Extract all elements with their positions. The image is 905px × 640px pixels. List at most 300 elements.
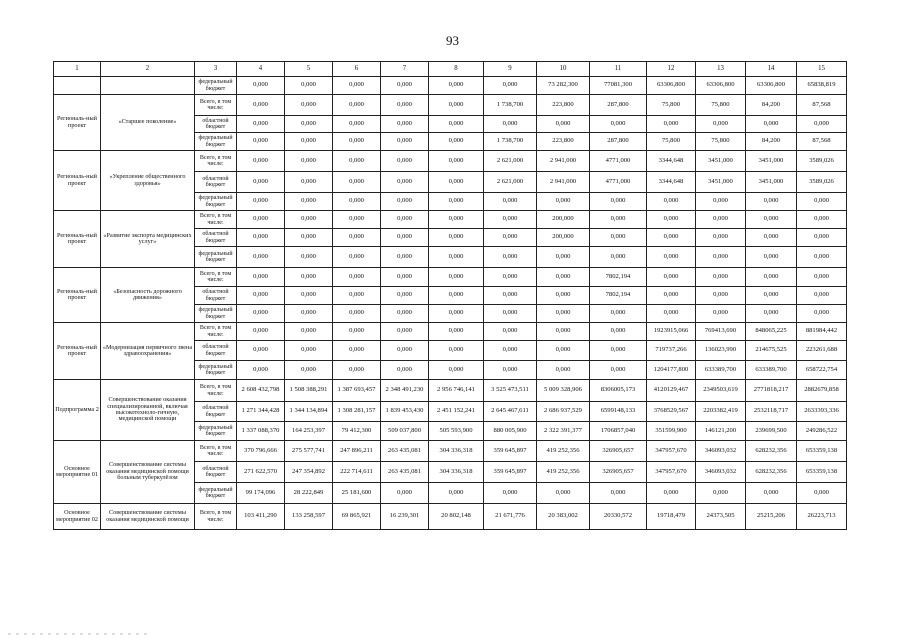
value-cell: 347957,670 (647, 462, 696, 483)
value-cell: 0,000 (647, 229, 696, 247)
value-cell: 3589,026 (797, 151, 847, 172)
value-cell: 0,000 (647, 287, 696, 305)
value-cell: 2 322 391,377 (537, 422, 590, 441)
column-header: 6 (333, 62, 381, 77)
value-cell: 0,000 (237, 305, 285, 323)
value-cell: 0,000 (429, 361, 484, 380)
value-cell: 3344,648 (647, 151, 696, 172)
value-cell: 1 387 693,457 (333, 380, 381, 402)
value-cell: 0,000 (537, 305, 590, 323)
value-cell: 0,000 (746, 483, 797, 504)
value-cell: 6599148,133 (590, 402, 647, 422)
table-row (54, 504, 847, 530)
column-header: 15 (797, 62, 847, 77)
value-cell: 0,000 (484, 341, 537, 361)
value-cell: 0,000 (429, 483, 484, 504)
value-cell: 3768529,567 (647, 402, 696, 422)
value-cell: 304 336,318 (429, 462, 484, 483)
funding-source-cell: федеральный бюджет (195, 193, 237, 211)
value-cell: 0,000 (237, 172, 285, 193)
value-cell: 0,000 (333, 133, 381, 151)
value-cell: 146121,200 (696, 422, 746, 441)
funding-source-cell: федеральный бюджет (195, 247, 237, 268)
program-name-cell: Совершенствование системы оказания медицинской помощи (101, 504, 195, 530)
value-cell: 0,000 (381, 323, 429, 341)
value-cell: 0,000 (429, 305, 484, 323)
funding-source-cell: областной бюджет (195, 287, 237, 305)
value-cell: 326905,657 (590, 462, 647, 483)
funding-source-cell: областной бюджет (195, 229, 237, 247)
column-header: 13 (696, 62, 746, 77)
header-row (54, 62, 847, 77)
value-cell: 4771,000 (590, 151, 647, 172)
value-cell: 0,000 (381, 361, 429, 380)
value-cell: 0,000 (590, 116, 647, 133)
table-row (54, 95, 847, 116)
value-cell: 0,000 (590, 341, 647, 361)
table-row (54, 268, 847, 287)
value-cell: 0,000 (797, 211, 847, 229)
program-name-cell: «Укрепление общественного здоровья» (101, 151, 195, 211)
value-cell: 26223,713 (797, 504, 847, 530)
value-cell: 1 839 453,430 (381, 402, 429, 422)
value-cell: 84,200 (746, 133, 797, 151)
value-cell: 0,000 (484, 323, 537, 341)
value-cell: 1 738,700 (484, 133, 537, 151)
value-cell: 0,000 (746, 229, 797, 247)
value-cell: 63306,800 (746, 77, 797, 95)
funding-source-cell: федеральный бюджет (195, 361, 237, 380)
value-cell: 0,000 (647, 247, 696, 268)
value-cell: 200,000 (537, 229, 590, 247)
value-cell: 0,000 (484, 77, 537, 95)
value-cell: 1 308 281,157 (333, 402, 381, 422)
value-cell: 75,800 (647, 95, 696, 116)
value-cell: 2 608 432,798 (237, 380, 285, 402)
value-cell: 0,000 (746, 305, 797, 323)
value-cell: 247 354,892 (285, 462, 333, 483)
value-cell: 263 435,081 (381, 441, 429, 462)
value-cell: 0,000 (333, 323, 381, 341)
value-cell: 0,000 (484, 211, 537, 229)
value-cell: 0,000 (237, 247, 285, 268)
value-cell: 0,000 (333, 305, 381, 323)
funding-source-cell: федеральный бюджет (195, 422, 237, 441)
value-cell: 0,000 (746, 116, 797, 133)
value-cell: 0,000 (537, 247, 590, 268)
value-cell: 0,000 (381, 172, 429, 193)
value-cell: 16 239,301 (381, 504, 429, 530)
value-cell: 0,000 (797, 305, 847, 323)
value-cell: 719737,266 (647, 341, 696, 361)
value-cell: 304 336,318 (429, 441, 484, 462)
value-cell: 0,000 (333, 287, 381, 305)
value-cell: 0,000 (381, 77, 429, 95)
value-cell: 249286,522 (797, 422, 847, 441)
value-cell: 3451,000 (746, 172, 797, 193)
value-cell: 653359,138 (797, 441, 847, 462)
value-cell: 5 009 328,906 (537, 380, 590, 402)
value-cell: 0,000 (429, 133, 484, 151)
value-cell: 0,000 (590, 323, 647, 341)
value-cell: 1 738,700 (484, 95, 537, 116)
value-cell: 136023,990 (696, 341, 746, 361)
value-cell: 0,000 (590, 193, 647, 211)
value-cell: 0,000 (285, 151, 333, 172)
value-cell: 653359,138 (797, 462, 847, 483)
value-cell: 77081,300 (590, 77, 647, 95)
column-header: 9 (484, 62, 537, 77)
value-cell: 0,000 (484, 483, 537, 504)
value-cell: 1204177,800 (647, 361, 696, 380)
value-cell: 2 645 467,611 (484, 402, 537, 422)
column-header: 12 (647, 62, 696, 77)
value-cell: 63306,800 (696, 77, 746, 95)
value-cell: 1706857,040 (590, 422, 647, 441)
value-cell: 239699,500 (746, 422, 797, 441)
funding-source-cell: Всего, в том числе: (195, 95, 237, 116)
value-cell: 0,000 (333, 77, 381, 95)
value-cell: 103 411,290 (237, 504, 285, 530)
value-cell: 2882679,858 (797, 380, 847, 402)
value-cell: 0,000 (484, 229, 537, 247)
value-cell: 881984,442 (797, 323, 847, 341)
value-cell: 370 796,666 (237, 441, 285, 462)
value-cell: 0,000 (429, 247, 484, 268)
value-cell: 73 282,300 (537, 77, 590, 95)
value-cell: 628232,356 (746, 462, 797, 483)
value-cell: 0,000 (381, 193, 429, 211)
value-cell: 2 621,000 (484, 151, 537, 172)
value-cell: 0,000 (590, 211, 647, 229)
value-cell: 347957,670 (647, 441, 696, 462)
table-row (54, 441, 847, 462)
column-header: 14 (746, 62, 797, 77)
funding-source-cell: областной бюджет (195, 402, 237, 422)
value-cell: 0,000 (333, 172, 381, 193)
value-cell: 0,000 (696, 483, 746, 504)
table-row (54, 211, 847, 229)
value-cell: 4771,000 (590, 172, 647, 193)
value-cell: 24373,505 (696, 504, 746, 530)
value-cell: 0,000 (647, 211, 696, 229)
value-cell: 222 714,611 (333, 462, 381, 483)
value-cell: 0,000 (285, 211, 333, 229)
value-cell: 0,000 (590, 229, 647, 247)
value-cell: 0,000 (285, 341, 333, 361)
value-cell: 75,800 (647, 133, 696, 151)
value-cell: 0,000 (484, 305, 537, 323)
value-cell: 0,000 (381, 211, 429, 229)
value-cell: 0,000 (746, 193, 797, 211)
value-cell: 25 181,600 (333, 483, 381, 504)
value-cell: 0,000 (429, 172, 484, 193)
value-cell: 0,000 (484, 361, 537, 380)
value-cell: 0,000 (237, 341, 285, 361)
value-cell: 25215,206 (746, 504, 797, 530)
value-cell: 0,000 (696, 211, 746, 229)
value-cell: 346093,032 (696, 441, 746, 462)
value-cell: 0,000 (237, 229, 285, 247)
value-cell: 419 252,356 (537, 462, 590, 483)
value-cell: 63306,800 (647, 77, 696, 95)
value-cell: 0,000 (590, 247, 647, 268)
value-cell: 0,000 (537, 483, 590, 504)
value-cell: 0,000 (381, 483, 429, 504)
value-cell: 2633393,336 (797, 402, 847, 422)
funding-source-cell: областной бюджет (195, 116, 237, 133)
value-cell: 0,000 (381, 229, 429, 247)
value-cell: 0,000 (237, 133, 285, 151)
value-cell: 1 344 134,894 (285, 402, 333, 422)
value-cell: 326905,657 (590, 441, 647, 462)
value-cell: 0,000 (285, 361, 333, 380)
value-cell: 28 222,849 (285, 483, 333, 504)
value-cell: 0,000 (285, 247, 333, 268)
value-cell: 0,000 (429, 151, 484, 172)
column-header: 11 (590, 62, 647, 77)
value-cell: 1 337 088,370 (237, 422, 285, 441)
value-cell: 0,000 (333, 193, 381, 211)
value-cell: 0,000 (429, 211, 484, 229)
value-cell: 3451,000 (696, 172, 746, 193)
value-cell: 2 348 491,230 (381, 380, 429, 402)
value-cell: 0,000 (537, 341, 590, 361)
value-cell: 0,000 (537, 323, 590, 341)
value-cell: 628232,356 (746, 441, 797, 462)
value-cell: 0,000 (237, 95, 285, 116)
program-type-cell: Подпрограмма 2 (54, 380, 101, 441)
value-cell: 509 037,800 (381, 422, 429, 441)
value-cell: 0,000 (381, 95, 429, 116)
funding-source-cell: федеральный бюджет (195, 77, 237, 95)
value-cell: 880 005,900 (484, 422, 537, 441)
value-cell: 0,000 (696, 247, 746, 268)
value-cell: 20 802,148 (429, 504, 484, 530)
value-cell: 0,000 (696, 287, 746, 305)
value-cell: 0,000 (484, 247, 537, 268)
value-cell: 0,000 (484, 193, 537, 211)
table-row (54, 380, 847, 402)
value-cell: 0,000 (429, 341, 484, 361)
value-cell: 0,000 (537, 116, 590, 133)
value-cell: 0,000 (797, 193, 847, 211)
value-cell: 287,800 (590, 95, 647, 116)
value-cell: 3 525 473,511 (484, 380, 537, 402)
program-name-cell: «Безопасность дорожного движения» (101, 268, 195, 323)
value-cell: 0,000 (381, 116, 429, 133)
column-header: 3 (195, 62, 237, 77)
value-cell: 658722,754 (797, 361, 847, 380)
value-cell: 287,800 (590, 133, 647, 151)
value-cell: 0,000 (797, 268, 847, 287)
value-cell: 2349503,619 (696, 380, 746, 402)
funding-source-cell: Всего, в том числе: (195, 504, 237, 530)
value-cell: 21 671,776 (484, 504, 537, 530)
page-number: 93 (446, 33, 459, 48)
value-cell: 3451,000 (696, 151, 746, 172)
funding-source-cell: Всего, в том числе: (195, 323, 237, 341)
value-cell: 0,000 (647, 268, 696, 287)
value-cell: 0,000 (333, 247, 381, 268)
value-cell: 0,000 (647, 305, 696, 323)
value-cell: 0,000 (237, 193, 285, 211)
value-cell: 0,000 (696, 268, 746, 287)
value-cell: 0,000 (537, 193, 590, 211)
value-cell: 2 941,000 (537, 151, 590, 172)
value-cell: 0,000 (285, 95, 333, 116)
value-cell: 0,000 (237, 77, 285, 95)
value-cell: 0,000 (429, 287, 484, 305)
value-cell: 20 383,002 (537, 504, 590, 530)
value-cell: 8306005,173 (590, 380, 647, 402)
value-cell: 164 253,397 (285, 422, 333, 441)
value-cell: 87,568 (797, 95, 847, 116)
value-cell: 1 271 344,428 (237, 402, 285, 422)
value-cell: 0,000 (333, 95, 381, 116)
program-type-cell: Региональ-ный проект (54, 95, 101, 151)
value-cell: 0,000 (797, 247, 847, 268)
program-name-cell: Совершенствование оказания специализированной, включая высокотехноло-гичную, медицинской помощи (101, 380, 195, 441)
value-cell: 3451,000 (746, 151, 797, 172)
value-cell: 0,000 (333, 268, 381, 287)
value-cell: 2 451 152,241 (429, 402, 484, 422)
value-cell: 0,000 (333, 211, 381, 229)
value-cell: 84,200 (746, 95, 797, 116)
value-cell: 0,000 (537, 268, 590, 287)
value-cell: 133 258,597 (285, 504, 333, 530)
value-cell: 633389,700 (696, 361, 746, 380)
funding-source-cell: областной бюджет (195, 341, 237, 361)
value-cell: 0,000 (590, 305, 647, 323)
value-cell: 0,000 (429, 193, 484, 211)
value-cell: 0,000 (285, 268, 333, 287)
value-cell: 0,000 (647, 483, 696, 504)
funding-source-cell: Всего, в том числе: (195, 441, 237, 462)
program-name-cell: Совершенствование системы оказания медицинской помощи больным туберкулёзом (101, 441, 195, 504)
value-cell: 0,000 (285, 116, 333, 133)
value-cell: 75,800 (696, 95, 746, 116)
value-cell: 0,000 (333, 151, 381, 172)
value-cell: 0,000 (237, 151, 285, 172)
value-cell: 0,000 (381, 305, 429, 323)
value-cell: 0,000 (429, 323, 484, 341)
value-cell: 0,000 (237, 268, 285, 287)
program-type-cell: Региональ-ный проект (54, 268, 101, 323)
value-cell: 0,000 (484, 116, 537, 133)
value-cell: 2532118,717 (746, 402, 797, 422)
value-cell: 247 896,211 (333, 441, 381, 462)
column-header: 10 (537, 62, 590, 77)
funding-source-cell: Всего, в том числе: (195, 268, 237, 287)
value-cell: 0,000 (381, 151, 429, 172)
program-name-cell: «Старшее поколение» (101, 95, 195, 151)
value-cell: 0,000 (696, 305, 746, 323)
value-cell: 0,000 (381, 268, 429, 287)
table-row (54, 77, 847, 95)
value-cell: 223,800 (537, 95, 590, 116)
program-type-cell: Региональ-ный проект (54, 151, 101, 211)
value-cell: 0,000 (797, 483, 847, 504)
value-cell: 0,000 (746, 247, 797, 268)
value-cell: 0,000 (647, 193, 696, 211)
value-cell: 19718,479 (647, 504, 696, 530)
value-cell: 359 645,897 (484, 441, 537, 462)
value-cell: 0,000 (746, 211, 797, 229)
value-cell: 0,000 (429, 77, 484, 95)
value-cell: 7802,194 (590, 287, 647, 305)
value-cell: 0,000 (590, 361, 647, 380)
value-cell: 0,000 (333, 341, 381, 361)
value-cell: 75,800 (696, 133, 746, 151)
value-cell: 848065,225 (746, 323, 797, 341)
value-cell: 419 252,356 (537, 441, 590, 462)
value-cell: 0,000 (237, 287, 285, 305)
value-cell: 359 645,897 (484, 462, 537, 483)
value-cell: 0,000 (590, 483, 647, 504)
funding-source-cell: Всего, в том числе: (195, 380, 237, 402)
value-cell: 3344,648 (647, 172, 696, 193)
value-cell: 0,000 (237, 323, 285, 341)
value-cell: 4120129,467 (647, 380, 696, 402)
column-header: 5 (285, 62, 333, 77)
value-cell: 351599,900 (647, 422, 696, 441)
value-cell: 0,000 (381, 133, 429, 151)
program-type-cell: Региональ-ный проект (54, 211, 101, 268)
funding-source-cell: Всего, в том числе: (195, 151, 237, 172)
value-cell: 0,000 (333, 361, 381, 380)
value-cell: 1923915,066 (647, 323, 696, 341)
table-row (54, 323, 847, 341)
funding-source-cell: Всего, в том числе: (195, 211, 237, 229)
funding-source-cell: областной бюджет (195, 462, 237, 483)
value-cell: 99 174,096 (237, 483, 285, 504)
program-type-cell: Основное мероприятие 01 (54, 441, 101, 504)
value-cell: 769413,690 (696, 323, 746, 341)
value-cell: 2 956 746,141 (429, 380, 484, 402)
value-cell: 0,000 (285, 323, 333, 341)
scan-edge-artifact (0, 628, 905, 640)
value-cell: 223261,688 (797, 341, 847, 361)
value-cell: 87,568 (797, 133, 847, 151)
value-cell: 3589,026 (797, 172, 847, 193)
value-cell: 223,800 (537, 133, 590, 151)
program-name-cell (101, 77, 195, 95)
value-cell: 0,000 (381, 341, 429, 361)
value-cell: 0,000 (285, 229, 333, 247)
value-cell: 0,000 (429, 95, 484, 116)
program-type-cell: Региональ-ный проект (54, 323, 101, 380)
value-cell: 0,000 (381, 287, 429, 305)
value-cell: 0,000 (285, 133, 333, 151)
table-row (54, 151, 847, 172)
value-cell: 271 622,570 (237, 462, 285, 483)
value-cell: 0,000 (537, 361, 590, 380)
value-cell: 79 412,300 (333, 422, 381, 441)
value-cell: 0,000 (333, 116, 381, 133)
value-cell: 20330,572 (590, 504, 647, 530)
funding-source-cell: федеральный бюджет (195, 133, 237, 151)
value-cell: 0,000 (797, 116, 847, 133)
value-cell: 633389,700 (746, 361, 797, 380)
value-cell: 0,000 (746, 268, 797, 287)
value-cell: 0,000 (696, 116, 746, 133)
program-name-cell: «Развитие экспорта медицинских услуг» (101, 211, 195, 268)
value-cell: 0,000 (797, 229, 847, 247)
program-name-cell: «Модернизация первичного звена здравоохранения» (101, 323, 195, 380)
value-cell: 2 621,000 (484, 172, 537, 193)
value-cell: 0,000 (429, 116, 484, 133)
